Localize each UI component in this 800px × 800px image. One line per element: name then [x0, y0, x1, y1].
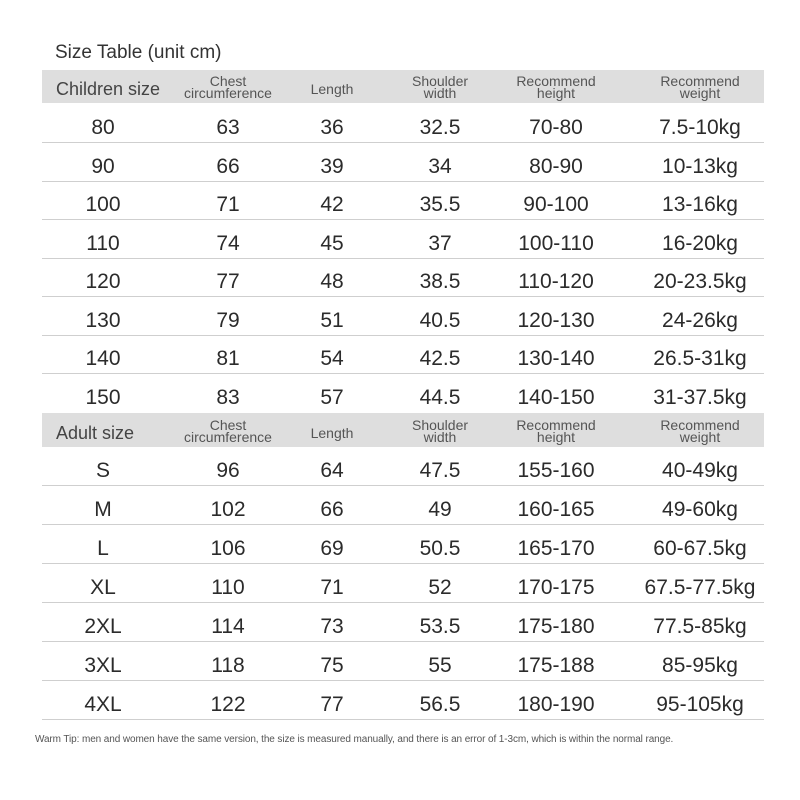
children-cell-shoulder: 40.5: [419, 308, 461, 332]
children-cell-length: 48: [320, 270, 344, 293]
children-cell-length: 54: [320, 347, 344, 370]
page-title: Size Table (unit cm): [55, 42, 222, 63]
children-cell-length: 42: [320, 193, 344, 216]
adult-cell-length: 77: [320, 693, 344, 716]
children-cell-length: 51: [320, 308, 344, 332]
children-header-length: Length: [310, 81, 354, 97]
adult-table-row: [42, 486, 764, 525]
children-cell-chest: 81: [216, 347, 240, 370]
adult-cell-weight: 95-105kg: [656, 693, 744, 716]
children-cell-height: 110-120: [518, 270, 594, 293]
adult-cell-height: 170-175: [517, 576, 595, 599]
children-cell-size: 120: [85, 270, 121, 293]
children-cell-weight: 16-20kg: [662, 231, 738, 255]
adult-header-chest-1: Chest: [209, 417, 247, 433]
children-cell-height: 120-130: [517, 308, 595, 332]
children-cell-size: 100: [85, 193, 121, 216]
adult-header-band: [42, 413, 764, 447]
adult-cell-length: 69: [320, 537, 344, 560]
adult-header-weight-1: Recommend: [660, 417, 740, 433]
children-table-row: [42, 297, 764, 336]
adult-cell-shoulder: 47.5: [419, 459, 461, 482]
children-table-row: [42, 104, 764, 143]
adult-cell-shoulder: 52: [428, 576, 452, 599]
adult-cell-shoulder: 56.5: [419, 693, 461, 716]
children-cell-shoulder: 32.5: [419, 116, 461, 139]
children-header-weight-1: Recommend: [660, 73, 740, 89]
adult-cell-weight: 60-67.5kg: [653, 537, 747, 560]
children-cell-chest: 74: [216, 231, 240, 255]
children-cell-shoulder: 34: [428, 154, 452, 178]
children-cell-size: 80: [91, 116, 115, 139]
adult-cell-length: 66: [320, 498, 344, 521]
adult-cell-size: XL: [90, 576, 116, 599]
children-header-size: Children size: [56, 79, 161, 99]
children-cell-shoulder: 42.5: [419, 347, 461, 370]
adult-header-shoulder-2: width: [423, 429, 457, 445]
adult-cell-size: 2XL: [84, 615, 122, 638]
adult-cell-size: M: [94, 498, 112, 521]
children-cell-chest: 79: [216, 308, 240, 332]
children-header-weight-2: weight: [679, 85, 721, 101]
adult-cell-size: S: [95, 459, 111, 482]
children-table-row: [42, 143, 764, 182]
children-header-height-2: height: [536, 85, 576, 101]
adult-cell-shoulder: 50.5: [419, 537, 461, 560]
adult-header-height-2: height: [536, 429, 576, 445]
children-cell-weight: 24-26kg: [662, 308, 738, 332]
children-cell-weight: 10-13kg: [662, 154, 738, 178]
children-cell-chest: 71: [216, 193, 240, 216]
children-cell-shoulder: 44.5: [419, 385, 461, 409]
adult-cell-chest: 106: [210, 537, 246, 560]
children-cell-shoulder: 37: [428, 231, 452, 255]
adult-cell-chest: 118: [211, 654, 245, 677]
children-cell-size: 130: [85, 308, 121, 332]
adult-header-chest-2: circumference: [184, 429, 272, 445]
children-cell-length: 36: [320, 116, 344, 139]
children-cell-weight: 26.5-31kg: [653, 347, 747, 370]
adult-cell-height: 155-160: [517, 459, 595, 482]
adult-cell-chest: 102: [210, 498, 246, 521]
adult-header-height-1: Recommend: [516, 417, 596, 433]
adult-cell-size: L: [97, 537, 109, 560]
adult-cell-shoulder: 49: [428, 498, 452, 521]
adult-table-row: [42, 642, 764, 681]
adult-cell-height: 165-170: [517, 537, 595, 560]
children-cell-height: 100-110: [518, 231, 594, 255]
children-cell-height: 130-140: [517, 347, 595, 370]
children-cell-chest: 63: [216, 116, 240, 139]
adult-cell-shoulder: 55: [428, 654, 452, 677]
children-cell-weight: 31-37.5kg: [653, 385, 747, 409]
adult-cell-length: 73: [320, 615, 344, 638]
adult-cell-height: 175-180: [517, 615, 595, 638]
adult-cell-height: 180-190: [517, 693, 595, 716]
children-cell-height: 70-80: [529, 116, 583, 139]
children-header-shoulder-1: Shoulder: [411, 73, 469, 89]
adult-cell-weight: 77.5-85kg: [653, 615, 747, 638]
adult-cell-weight: 49-60kg: [662, 498, 738, 521]
adult-cell-weight: 67.5-77.5kg: [644, 576, 756, 599]
adult-cell-chest: 114: [211, 615, 245, 638]
children-cell-height: 90-100: [523, 193, 589, 216]
children-cell-length: 57: [320, 385, 344, 409]
adult-cell-length: 71: [320, 576, 344, 599]
children-cell-size: 110: [86, 231, 120, 255]
children-cell-size: 90: [91, 154, 115, 178]
adult-cell-shoulder: 53.5: [419, 615, 461, 638]
children-header-height-1: Recommend: [516, 73, 596, 89]
children-cell-length: 39: [320, 154, 344, 178]
adult-cell-length: 64: [320, 459, 344, 482]
children-cell-height: 80-90: [529, 154, 583, 178]
children-cell-weight: 13-16kg: [662, 193, 738, 216]
children-header-chest-2: circumference: [184, 85, 272, 101]
children-cell-weight: 7.5-10kg: [659, 116, 741, 139]
children-cell-shoulder: 35.5: [419, 193, 461, 216]
adult-header-size: Adult size: [56, 423, 135, 443]
adult-header-weight-2: weight: [679, 429, 721, 445]
children-header-chest-1: Chest: [209, 73, 247, 89]
children-cell-height: 140-150: [517, 385, 595, 409]
adult-cell-height: 160-165: [517, 498, 595, 521]
children-table-row: [42, 181, 764, 220]
children-header-shoulder-2: width: [423, 85, 457, 101]
adult-cell-length: 75: [320, 654, 344, 677]
adult-cell-height: 175-188: [517, 654, 595, 677]
children-cell-size: 150: [85, 385, 121, 409]
children-cell-shoulder: 38.5: [419, 270, 461, 293]
children-cell-chest: 66: [216, 154, 240, 178]
adult-cell-chest: 96: [216, 459, 240, 482]
adult-cell-size: 3XL: [84, 654, 122, 677]
children-table-row: [42, 220, 764, 259]
adult-cell-chest: 110: [211, 576, 245, 599]
adult-header-length: Length: [310, 425, 354, 441]
adult-cell-chest: 122: [210, 693, 246, 716]
warm-tip-footnote: Warm Tip: men and women have the same version, the size is measured manually, and there is an error of 1-3cm, which is within the normal range.: [35, 734, 674, 745]
adult-cell-weight: 85-95kg: [662, 654, 738, 677]
children-cell-weight: 20-23.5kg: [653, 270, 747, 293]
adult-cell-size: 4XL: [84, 693, 122, 716]
children-cell-chest: 83: [216, 385, 240, 409]
children-cell-chest: 77: [216, 270, 240, 293]
children-cell-size: 140: [85, 347, 121, 370]
children-cell-length: 45: [320, 231, 344, 255]
adult-table-row: [42, 447, 764, 486]
adult-cell-weight: 40-49kg: [662, 459, 738, 482]
adult-header-shoulder-1: Shoulder: [411, 417, 469, 433]
